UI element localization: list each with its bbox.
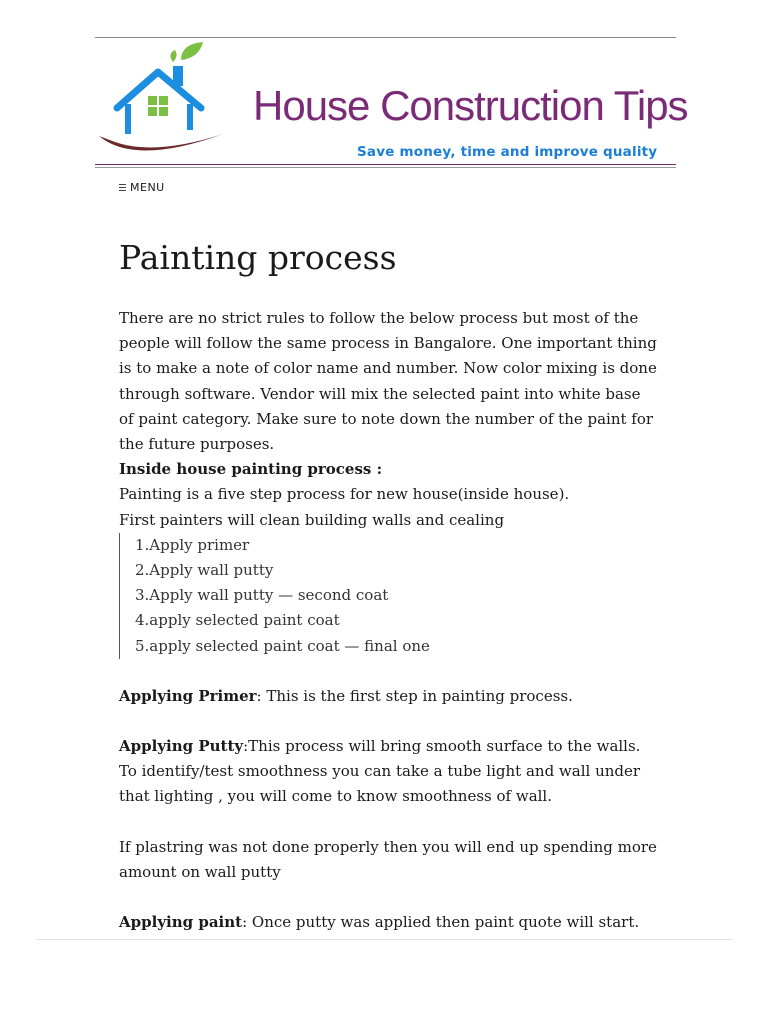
five-step-text: Painting is a five step process for new house(inside house). bbox=[119, 485, 570, 504]
site-banner[interactable] bbox=[95, 38, 688, 166]
intro-paragraph: There are no strict rules to follow the below process but most of the people will follow the same process in Bangalore. One important thing is to make a note of color name and number. Now color mixing is done through software. Vendor will mix the selected paint into white base of paint category. Make sure to note down the number of the paint for the future purposes. bbox=[119, 309, 657, 454]
list-item: 4.apply selected paint coat bbox=[135, 611, 340, 630]
page-title: Painting process bbox=[119, 238, 397, 277]
footer-divider bbox=[36, 939, 733, 940]
banner-divider-secondary bbox=[95, 167, 676, 168]
list-item: 5.apply selected paint coat — final one bbox=[135, 636, 430, 655]
primer-paragraph: Applying Primer: This is the first step in painting process. bbox=[119, 686, 573, 705]
putty-label: Applying Putty bbox=[119, 737, 244, 756]
putty-paragraph: Applying Putty:This process will bring smooth surface to the walls. To identify/test smoothness you can take a tube light and wall under that lighting , you will come to know smoothness of wall. bbox=[119, 737, 641, 806]
menu-label: MENU bbox=[130, 181, 165, 194]
first-clean-text: First painters will clean building walls and cealing bbox=[119, 510, 505, 529]
list-item: 1.Apply primer bbox=[135, 535, 250, 554]
primer-label: Applying Primer bbox=[119, 686, 257, 705]
menu-toggle[interactable] bbox=[119, 181, 165, 194]
site-title[interactable]: House Construction Tips bbox=[253, 82, 688, 129]
inside-heading: Inside house painting process : bbox=[119, 460, 383, 479]
plastering-paragraph: If plastring was not done properly then you will end up spending more amount on wall putty bbox=[119, 837, 657, 881]
steps-list bbox=[119, 533, 659, 659]
article-content bbox=[119, 236, 659, 935]
paint-paragraph: Applying paint: Once putty was applied then paint quote will start. bbox=[119, 913, 640, 932]
site-tagline: Save money, time and improve quality bbox=[357, 144, 658, 160]
list-item: 3.Apply wall putty — second coat bbox=[135, 586, 389, 605]
banner-divider bbox=[95, 164, 676, 165]
house-logo-icon bbox=[95, 38, 235, 166]
list-item: 2.Apply wall putty bbox=[135, 561, 274, 580]
hamburger-icon bbox=[119, 184, 126, 191]
paint-label: Applying paint bbox=[119, 913, 243, 932]
